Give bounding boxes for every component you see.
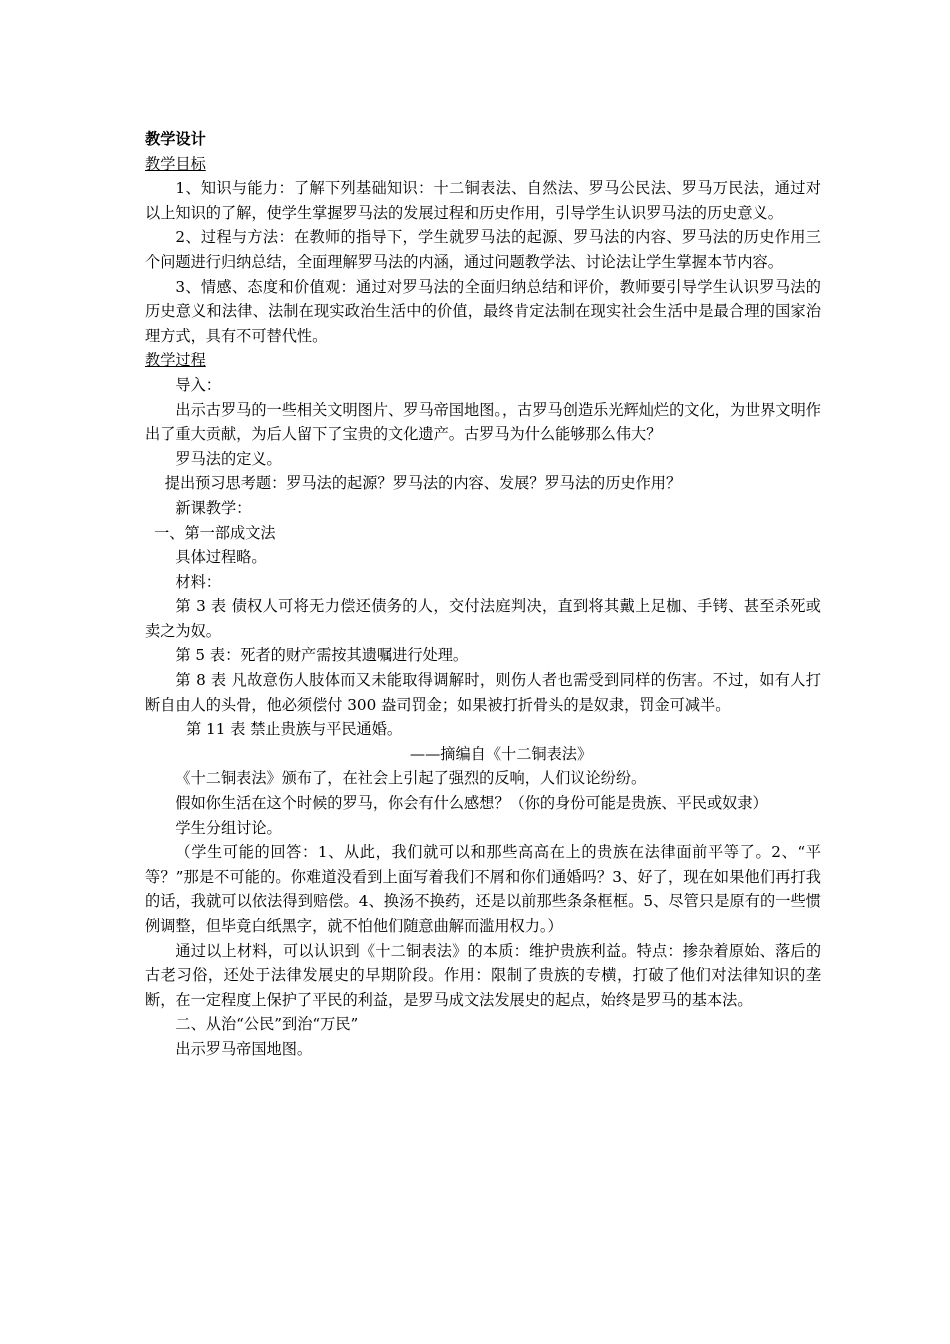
answers-text: （学生可能的回答：1、从此，我们就可以和那些高高在上的贵族在法律面前平等了。2、“平等？”那是不可能的。你难道没看到上面写着我们不屑和你们通婚吗？3、好了，现在如果他们再打我的话，我就可以依法得到赔偿。4、换汤不换药，还是以前那些条条框框。5、尽管只是原有的一些惯例调整，但毕竟白纸黑字，就不怕他们随意曲解而滥用权力。） — [145, 843, 821, 935]
table3-text: 第 3 表 债权人可将无力偿还债务的人，交付法庭判决，直到将其戴上足枷、手铐、甚至杀死或卖之为奴。 — [145, 597, 821, 640]
goals-heading: 教学目标 — [145, 154, 206, 173]
intro-label: 导入： — [175, 375, 221, 394]
table11-text: 第 11 表 禁止贵族与平民通婚。 — [186, 720, 403, 739]
part2-heading: 二、从治“公民”到治“万民” — [175, 1015, 359, 1034]
process-heading: 教学过程 — [145, 351, 206, 370]
source-citation: ——摘编自《十二铜表法》 — [409, 744, 593, 763]
table8-text: 第 8 表 凡故意伤人肢体而又未能取得调解时，则伤人者也需受到同样的伤害。不过，如有人打断自由人的头骨，他必须偿付 300 盎司罚金；如果被打折骨头的是奴隶，罚金可减半。 — [145, 671, 821, 714]
new-lesson-label: 新课教学： — [175, 498, 252, 517]
part2-map: 出示罗马帝国地图。 — [175, 1039, 313, 1058]
part1-process: 具体过程略。 — [175, 548, 267, 567]
reaction-text: 《十二铜表法》颁布了，在社会上引起了强烈的反响，人们议论纷纷。 — [175, 769, 647, 788]
goal-method: 2、过程与方法：在教师的指导下，学生就罗马法的起源、罗马法的内容、罗马法的历史作用三个问题进行归纳总结，全面理解罗马法的内涵，通过问题教学法、讨论法让学生掌握本节内容。 — [145, 228, 821, 271]
part1-heading: 一、第一部成文法 — [154, 523, 276, 542]
document-title: 教学设计 — [145, 130, 206, 148]
question-text: 假如你生活在这个时候的罗马，你会有什么感想？（你的身份可能是贵族、平民或奴隶） — [175, 794, 768, 813]
conclusion-text: 通过以上材料，可以认识到《十二铜表法》的本质：维护贵族利益。特点：掺杂着原始、落后的古老习俗，还处于法律发展史的早期阶段。作用：限制了贵族的专横，打破了他们对法律知识的垄断，在一定程度上保护了平民的利益，是罗马成文法发展史的起点，始终是罗马的基本法。 — [145, 941, 821, 1009]
intro-text: 出示古罗马的一些相关文明图片、罗马帝国地图。，古罗马创造乐光辉灿烂的文化，为世界文明作出了重大贡献，为后人留下了宝贵的文化遗产。古罗马为什么能够那么伟大？ — [145, 400, 821, 444]
discussion-text: 学生分组讨论。 — [175, 818, 282, 837]
table5-text: 第 5 表：死者的财产需按其遗嘱进行处理。 — [175, 646, 469, 665]
goal-knowledge: 1、知识与能力：了解下列基础知识：十二铜表法、自然法、罗马公民法、罗马万民法，通过对以上知识的了解，使学生掌握罗马法的发展过程和历史作用，引导学生认识罗马法的历史意义。 — [145, 179, 821, 222]
goal-values: 3、情感、态度和价值观：通过对罗马法的全面归纳总结和评价，教师要引导学生认识罗马法的历史意义和法律、法制在现实政治生活中的价值，最终肯定法制在现实社会生活中是最合理的国家治理方式，具有不可替代性。 — [145, 277, 821, 345]
preview-questions: 提出预习思考题：罗马法的起源？罗马法的内容、发展？罗马法的历史作用？ — [164, 474, 682, 493]
material-label: 材料： — [175, 572, 221, 591]
document-page — [145, 127, 821, 1062]
definition-line: 罗马法的定义。 — [175, 449, 282, 468]
